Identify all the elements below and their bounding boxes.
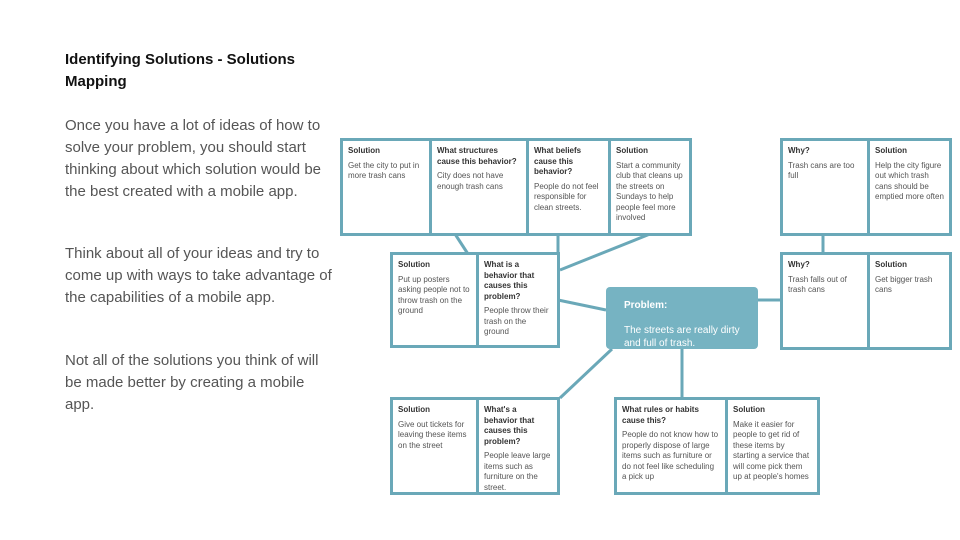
map-box-rules-habits <box>614 397 820 495</box>
box-heading: Solution <box>398 405 430 414</box>
slide-title: Identifying Solutions - Solutions Mapping <box>65 51 295 90</box>
box-text: Trash cans are too full <box>788 160 855 180</box>
paragraph-2: Think about all of your ideas and try to come up with ways to take advantage of the capabilities of a mobile app. <box>65 245 332 306</box>
box-text: City does not have enough trash cans <box>437 171 504 191</box>
map-box-why-falls-out <box>780 252 952 350</box>
box-text: Make it easier for people to get rid of these items by starting a service that will come pick them up at people's homes <box>733 419 810 481</box>
box-text: Get the city to put in more trash cans <box>348 160 420 180</box>
box-text: Trash falls out of trash cans <box>788 274 847 294</box>
problem-text: The streets are really dirty and full of trash. <box>624 325 740 349</box>
box-text: Get bigger trash cans <box>875 274 933 294</box>
box-heading: What rules or habits cause this? <box>622 405 699 425</box>
box-heading: What's a behavior that causes this problem? <box>484 405 535 446</box>
box-heading: Solution <box>616 146 648 155</box>
problem-heading: Problem: <box>624 300 668 311</box>
paragraph-3: Not all of the solutions you think of will be made better by creating a mobile app. <box>65 352 319 413</box>
map-box-beliefs <box>340 138 692 236</box>
map-box-why-too-full <box>780 138 952 236</box>
box-text: People do not feel responsible for clean streets. <box>534 181 599 212</box>
box-heading: What structures cause this behavior? <box>437 146 517 166</box>
box-heading: Solution <box>875 146 907 155</box>
map-box-tickets <box>390 397 560 495</box>
box-text: People throw their trash on the ground <box>484 306 549 336</box>
box-heading: Why? <box>788 146 810 155</box>
box-text: People leave large items such as furniture on the street. <box>484 451 551 492</box>
box-heading: Solution <box>348 146 380 155</box>
box-heading: Solution <box>733 405 765 414</box>
box-text: Put up posters asking people not to throw trash on the ground <box>398 274 470 315</box>
box-text: People do not know how to properly dispose of large items such as furniture or do not feel like scheduling a pick up <box>622 430 719 481</box>
box-text: Start a community club that cleans up the streets on Sundays to help people feel more involved <box>616 160 683 222</box>
paragraph-1: Once you have a lot of ideas of how to solve your problem, you should start thinking about which solution would be the best created with a mobile app. <box>65 117 322 200</box>
box-text: Give out tickets for leaving these items on the street <box>398 419 467 450</box>
box-heading: What is a behavior that causes this problem? <box>484 260 535 301</box>
problem-box <box>606 287 758 349</box>
box-heading: What beliefs cause this behavior? <box>534 146 582 176</box>
box-heading: Why? <box>788 260 810 269</box>
map-box-behavior-posters <box>390 252 560 348</box>
box-heading: Solution <box>398 260 430 269</box>
box-heading: Solution <box>875 260 907 269</box>
box-text: Help the city figure out which trash cans should be emptied more often <box>875 160 944 201</box>
